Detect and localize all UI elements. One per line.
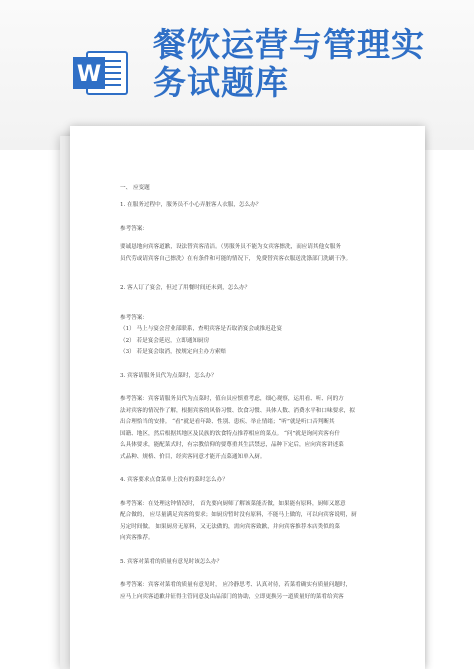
question-3: 3. 宾客请服务员代为点菜时，怎么办？: [120, 372, 217, 379]
answer-label-1: 参考答案：: [120, 225, 148, 232]
answer-label-5: 参考答案：: [120, 582, 148, 588]
document-page: [70, 126, 425, 669]
answer-2-line: （1） 马上与宴会营业部联系，查明宾客是否取消宴会或推迟赴宴: [120, 326, 282, 332]
answer-label-4: 参考答案：: [120, 500, 148, 507]
document-content: [120, 182, 392, 603]
question-5: 5. 宾客对菜肴的质量有意见时该怎么办？: [120, 558, 223, 565]
question-4: 4. 宾客要求点食菜单上没有的菜时怎么办？: [120, 477, 228, 483]
answer-2-line: （2） 若是宴会延迟，立即通知厨房: [120, 337, 210, 344]
answer-4-line: 另定时间做。 如果厨房无原料，又无法做的，需向宾客致歉，并向宾客推荐本店类似的菜: [120, 523, 340, 530]
svg-text:W: W: [76, 62, 102, 87]
answer-5-line: 宾客对菜肴的质量有意见时， 应冷静思考、认真对待，若菜肴确实有质量问题时，: [147, 582, 352, 588]
section-heading: 一、 应变题: [120, 185, 150, 191]
answer-3-line: 式品种、规格、价目，经宾客同意才能开点菜通知单入厨。: [120, 453, 266, 460]
answer-4-line: 在处理这钟情况时， 首先要向厨师了解该菜能否做，如果能有原料，厨师又愿意: [147, 500, 346, 507]
answer-3-line: 国籍、地区，然后根据其地区及民族的饮食特点推荐相应的菜点。 “问”就是询问宾客有什: [120, 430, 341, 437]
answer-3-line: 宾客请服务员代为点菜时，值台员应慎重考虑，细心观察，运用看、听、问的方: [147, 396, 344, 402]
answer-5-first-line: [120, 580, 392, 592]
answer-4-first-line: [120, 499, 392, 511]
answer-4-line: 向宾客推荐。: [120, 535, 154, 541]
word-icon: [71, 48, 133, 98]
answer-3-first-line: [120, 394, 392, 406]
question-2: 2. 客人订了宴会，但过了用餐时间还未到，怎么办？: [120, 285, 251, 291]
answer-1-line: 要诚恳地向宾客道歉，设法替宾客清洁。（男服务员不能为女宾客擦洗，而应请其他女服务: [120, 244, 341, 250]
question-1: 1. 在服务过程中，服务员不小心弄脏客人衣服，怎么办？: [120, 202, 262, 208]
answer-3-line: 法对宾客的情况作了解，根据宾客的风俗习惯、饮食习惯、具体人数、消费水平和口味要求，拟: [120, 407, 355, 414]
answer-5-line: 应马上向宾客道歉并征得主管同意及由品部门的协助，立即更换另一道质量好的菜肴给宾客: [120, 593, 344, 600]
answer-label-2: 参考答案：: [120, 314, 148, 321]
document-title: 餐饮运营与管理实务试题库: [153, 25, 425, 102]
answer-1-line: 员代劳或请宾客自己擦洗）在有条件和可能的情况下， 免费替宾客衣服送洗涤部门洗刷干净。: [120, 255, 352, 262]
answer-label-3: 参考答案：: [120, 396, 148, 402]
answer-3-line: 么具体要求，能配菜式时，有宗教信仰的要尊重其生活禁忌，品种下定后，应向宾客讲述菜: [120, 442, 344, 448]
answer-4-line: 配合做的， 应尽量满足宾客的要求；如厨房暂时没有原料，不能马上做的，可以向宾客说明，厨: [120, 512, 357, 518]
answer-2-line: （3） 若是宴会取消，按规定向主办方索赔: [120, 349, 227, 355]
answer-3-line: 出合理恰当的安排。 “看”就是看年龄、性别、患疾、举止情绪；“听”就是听口音判断其: [120, 419, 335, 425]
